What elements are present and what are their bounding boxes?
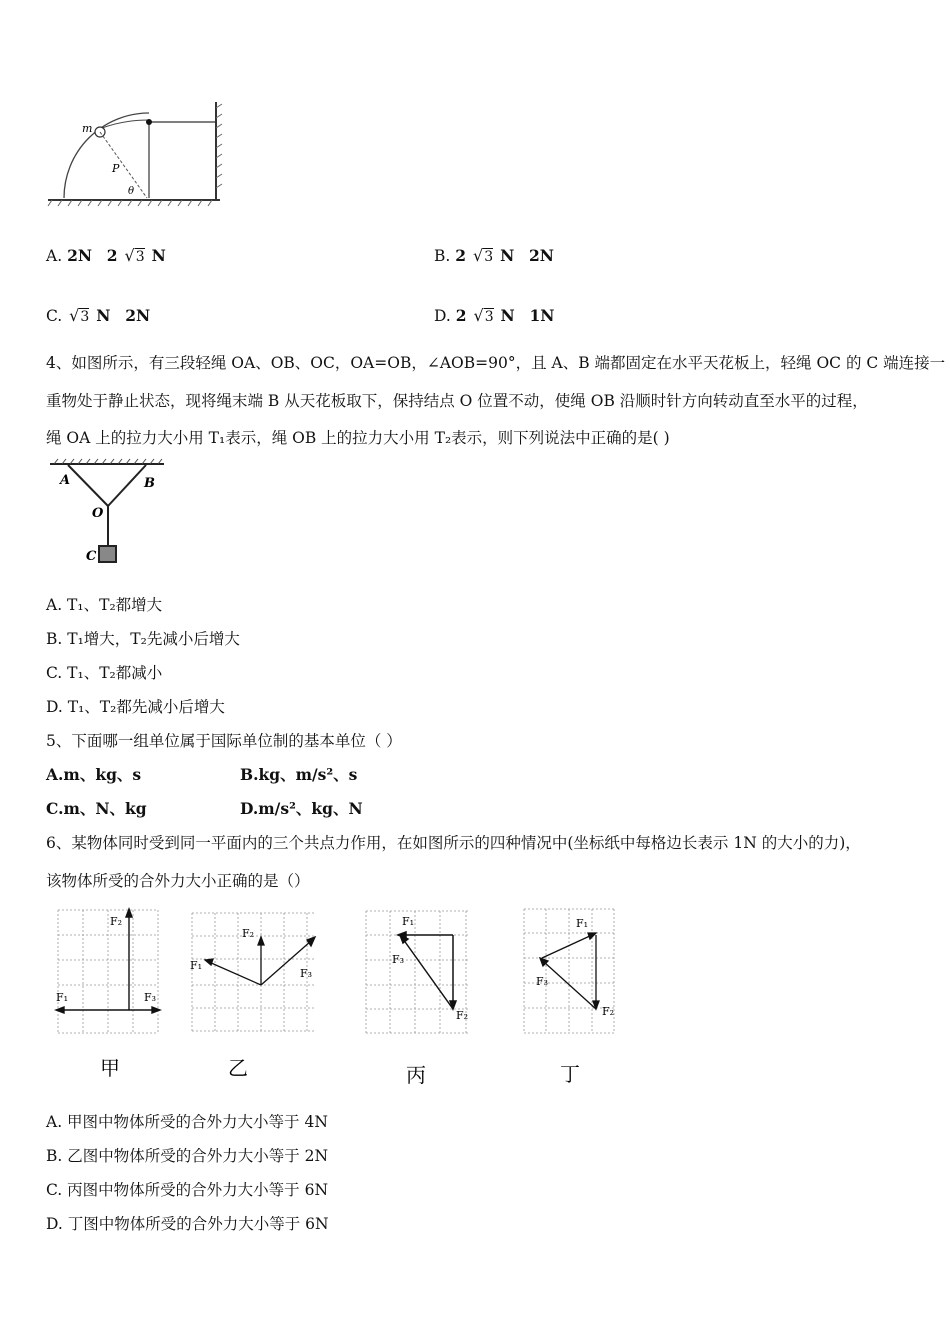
label-p: P xyxy=(112,162,120,175)
caption-ding: 丁 xyxy=(560,1062,580,1086)
q4-stem-line1: 4、如图所示，有三段轻绳 OA、OB、OC，OA=OB，∠AOB=90°，且 A、B 端都固定在水平天花板上，轻绳 OC 的 C 端连接一 xyxy=(46,354,946,372)
option-5b[interactable]: B.kg、m/s²、s xyxy=(240,765,358,784)
option-5a[interactable]: A.m、kg、s xyxy=(46,765,142,784)
f1-label: F₁ xyxy=(402,915,415,928)
f1-label: F₁ xyxy=(576,917,589,930)
option-3a[interactable]: A. 2N 2 √3 N xyxy=(46,246,166,265)
label-m: m xyxy=(82,122,93,135)
option-6a[interactable]: A. 甲图中物体所受的合外力大小等于 4N xyxy=(46,1113,328,1131)
f3-label: F₃ xyxy=(300,967,313,980)
option-5c[interactable]: C.m、N、kg xyxy=(46,799,147,818)
grid-ding xyxy=(520,905,625,1095)
option-4a[interactable]: A. T₁、T₂都增大 xyxy=(46,596,163,614)
sqrt-symbol: √3 xyxy=(473,246,494,265)
f3-label: F₃ xyxy=(392,953,405,966)
label-o: O xyxy=(92,506,104,521)
label-theta: θ xyxy=(128,186,135,197)
q5-stem: 5、下面哪一组单位属于国际单位制的基本单位（ ） xyxy=(46,732,402,750)
sqrt-symbol: √3 xyxy=(69,306,90,325)
f2-label: F₂ xyxy=(602,1005,615,1018)
caption-bing: 丙 xyxy=(406,1063,426,1087)
caption-yi: 乙 xyxy=(228,1056,248,1080)
f2-label: F₂ xyxy=(110,915,123,928)
sqrt-symbol: √3 xyxy=(473,306,494,325)
q4-stem-line2: 重物处于静止状态，现将绳末端 B 从天花板取下，保持结点 O 位置不动，使绳 OB 沿顺时针方向转动直至水平的过程， xyxy=(46,392,868,410)
option-4d[interactable]: D. T₁、T₂都先减小后增大 xyxy=(46,698,225,716)
option-6d[interactable]: D. 丁图中物体所受的合外力大小等于 6N xyxy=(46,1215,329,1233)
option-6c[interactable]: C. 丙图中物体所受的合外力大小等于 6N xyxy=(46,1181,329,1199)
f3-label: F₃ xyxy=(144,991,157,1004)
option-4b[interactable]: B. T₁增大，T₂先减小后增大 xyxy=(46,630,240,648)
option-3b[interactable]: B. 2 √3 N 2N xyxy=(434,246,554,265)
figure-quarter-circle xyxy=(44,98,224,210)
option-3c[interactable]: C. √3 N 2N xyxy=(46,306,151,325)
q4-stem-line3: 绳 OA 上的拉力大小用 T₁表示，绳 OB 上的拉力大小用 T₂表示，则下列说法中正确的是( ) xyxy=(46,429,670,447)
q6-stem-line1: 6、某物体同时受到同一平面内的三个共点力作用，在如图所示的四种情况中(坐标纸中每格边长表示 1N 的大小的力)， xyxy=(46,834,861,852)
q6-stem-line2: 该物体所受的合外力大小正确的是（） xyxy=(46,872,310,890)
f2-label: F₂ xyxy=(242,927,255,940)
grid-yi xyxy=(186,905,326,1095)
caption-jia: 甲 xyxy=(100,1056,120,1080)
label-b: B xyxy=(144,476,155,491)
label-a: A xyxy=(60,473,71,488)
option-5d[interactable]: D.m/s²、kg、N xyxy=(240,799,363,818)
option-6b[interactable]: B. 乙图中物体所受的合外力大小等于 2N xyxy=(46,1147,329,1165)
f1-label: F₁ xyxy=(190,959,203,972)
sqrt-symbol: √3 xyxy=(124,246,145,265)
option-3d[interactable]: D. 2 √3 N 1N xyxy=(434,306,555,325)
f2-label: F₂ xyxy=(456,1009,469,1022)
grid-jia xyxy=(50,905,170,1095)
f3-label: F₃ xyxy=(536,975,549,988)
f1-label: F₁ xyxy=(56,991,69,1004)
option-4c[interactable]: C. T₁、T₂都减小 xyxy=(46,664,163,682)
label-c: C xyxy=(86,549,97,564)
figure-rope-ceiling xyxy=(46,458,170,573)
grid-bing xyxy=(360,905,485,1095)
